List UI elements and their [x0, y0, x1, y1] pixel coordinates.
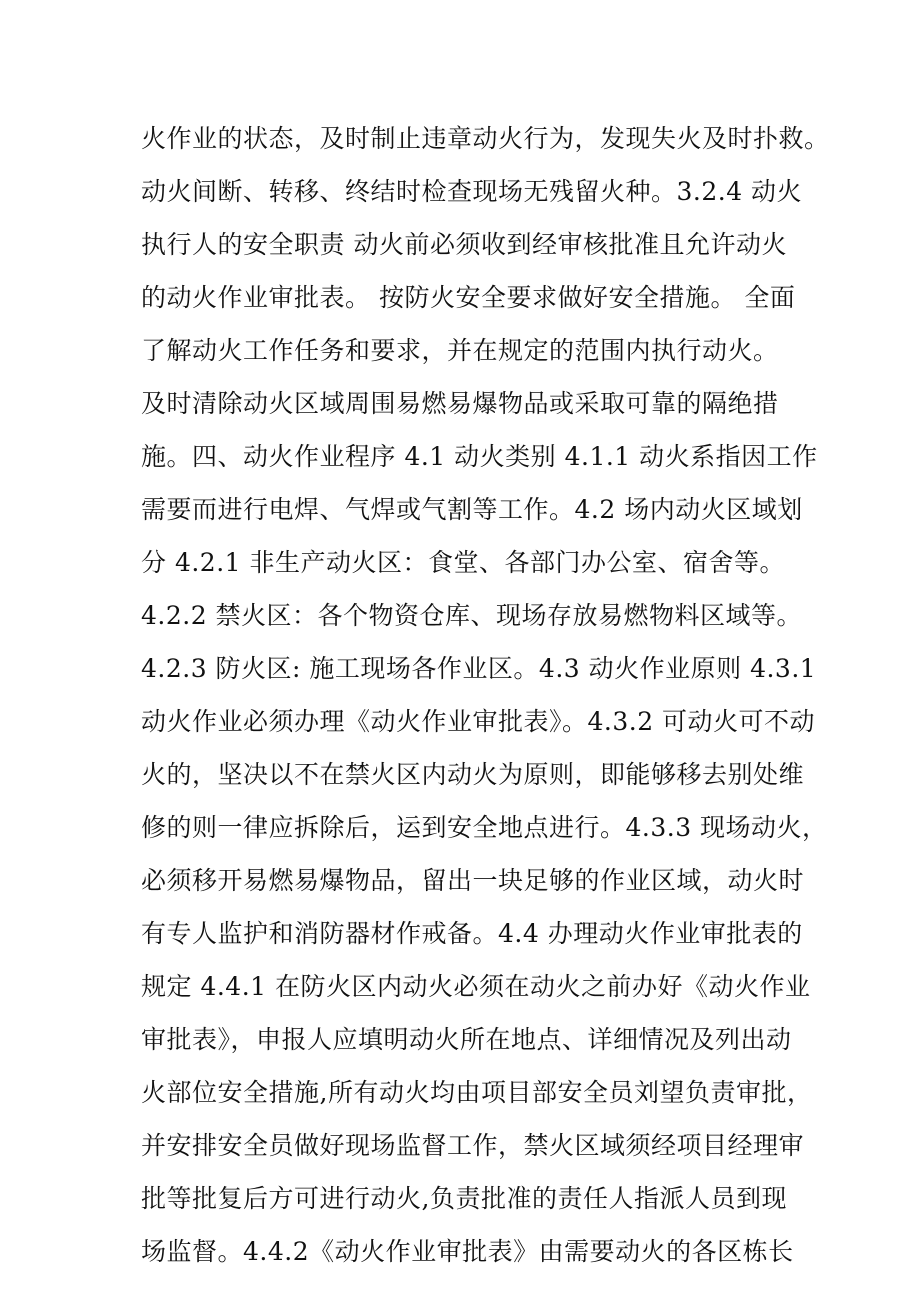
text-line-3: 执行人的安全职责 动火前必须收到经审核批准且允许动火 — [141, 230, 787, 259]
text-line-17: 规定 4.4.1 在防火区内动火必须在动火之前办好《动火作业 — [141, 972, 811, 1001]
text-line-1: 火作业的状态，及时制止违章动火行为，发现失火及时扑救。 — [141, 124, 830, 153]
text-line-2: 动火间断、转移、终结时检查现场无残留火种。3.2.4 动火 — [141, 177, 803, 206]
text-line-22: 场监督。4.4.2《动火作业审批表》由需要动火的各区栋长 — [141, 1237, 794, 1266]
text-line-5: 了解动火工作任务和要求，并在规定的范围内执行动火。 — [141, 336, 779, 365]
text-line-11: 4.2.3 防火区: 施工现场各作业区。4.3 动火作业原则 4.3.1 — [141, 654, 817, 683]
text-line-7: 施。四、动火作业程序 4.1 动火类别 4.1.1 动火系指因工作 — [141, 442, 818, 471]
text-line-13: 火的，坚决以不在禁火区内动火为原则，即能够移去别处维 — [141, 760, 805, 789]
text-line-21: 批等批复后方可进行动火,负责批准的责任人指派人员到现 — [141, 1184, 787, 1213]
text-line-14: 修的则一律应拆除后，运到安全地点进行。4.3.3 现场动火， — [141, 813, 828, 842]
text-line-20: 并安排安全员做好现场监督工作，禁火区域须经项目经理审 — [141, 1131, 805, 1160]
text-line-8: 需要而进行电焊、气焊或气割等工作。4.2 场内动火区域划 — [141, 495, 803, 524]
text-line-16: 有专人监护和消防器材作戒备。4.4 办理动火作业审批表的 — [141, 919, 803, 948]
text-line-19: 火部位安全措施,所有动火均由项目部安全员刘望负责审批， — [141, 1078, 813, 1107]
text-line-18: 审批表》，申报人应填明动火所在地点、详细情况及列出动 — [141, 1025, 792, 1054]
text-line-4: 的动火作业审批表。 按防火安全要求做好安全措施。 全面 — [141, 283, 796, 312]
text-line-12: 动火作业必须办理《动火作业审批表》。4.3.2 可动火可不动 — [141, 707, 816, 736]
body-text — [141, 112, 830, 1278]
text-line-9: 分 4.2.1 非生产动火区：食堂、各部门办公室、宿舍等。 — [141, 548, 786, 577]
text-line-15: 必须移开易燃易爆物品，留出一块足够的作业区域，动火时 — [141, 866, 805, 895]
text-line-6: 及时清除动火区域周围易燃易爆物品或采取可靠的隔绝措 — [141, 389, 779, 418]
text-line-10: 4.2.2 禁火区：各个物资仓库、现场存放易燃物料区域等。 — [141, 601, 803, 630]
